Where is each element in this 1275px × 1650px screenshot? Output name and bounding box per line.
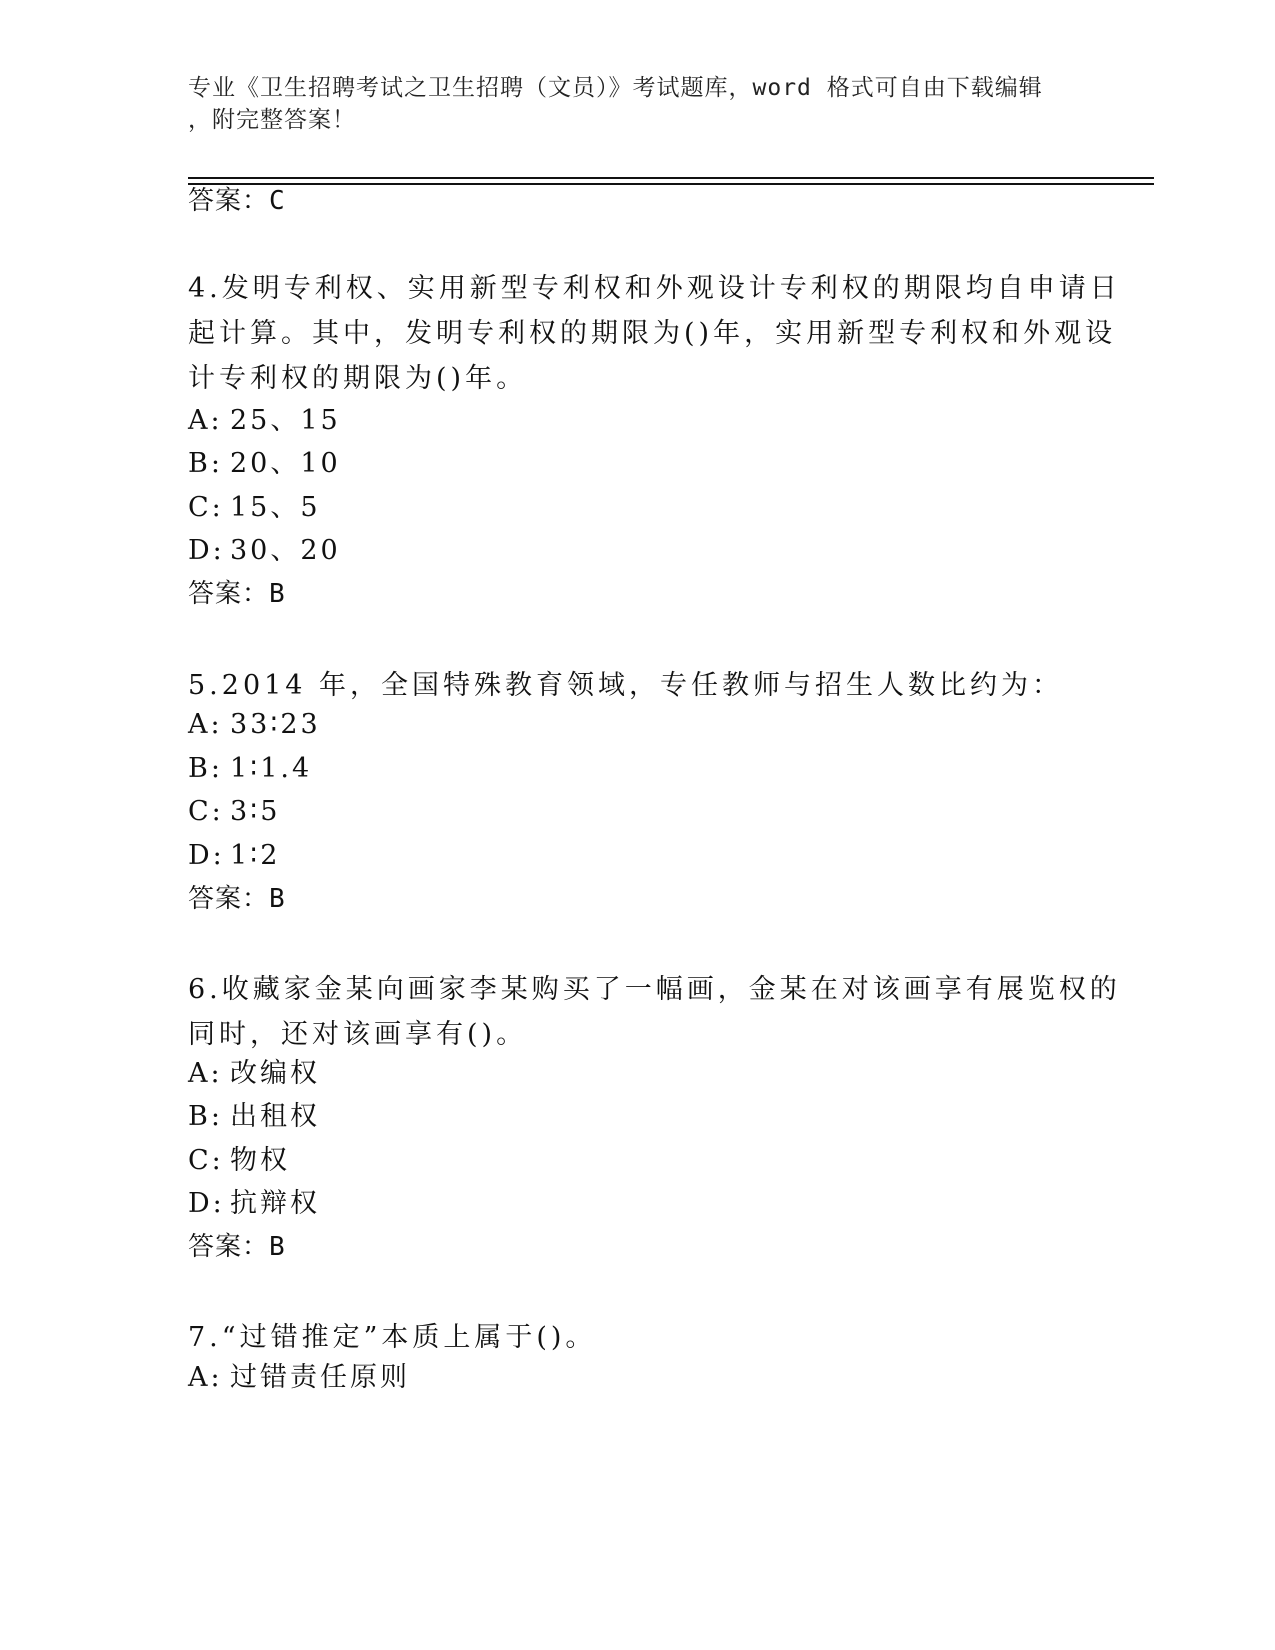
question-4-line: 4.发明专利权、实用新型专利权和外观设计专利权的期限均自申请日 bbox=[188, 273, 1121, 304]
answer-q6: 答案：B bbox=[188, 1232, 286, 1262]
option-text: 改编权 bbox=[230, 1058, 320, 1089]
option-label: C: bbox=[188, 796, 224, 827]
question-4-line: 计专利权的期限为()年。 bbox=[188, 363, 528, 394]
answer-q5: 答案：B bbox=[188, 884, 286, 914]
question-6-line: 同时，还对该画享有()。 bbox=[188, 1019, 528, 1050]
question-6-option-d bbox=[188, 1187, 320, 1221]
option-text: 15、5 bbox=[230, 492, 321, 523]
option-label: D: bbox=[188, 1188, 225, 1219]
question-4-option-c bbox=[188, 491, 321, 525]
option-text: 30、20 bbox=[230, 535, 341, 566]
question-5-line: 5.2014 年，全国特殊教育领域，专任教师与招生人数比约为： bbox=[188, 670, 1064, 701]
question-7-option-a bbox=[188, 1361, 410, 1395]
option-label: C: bbox=[188, 492, 224, 523]
option-label: A: bbox=[188, 709, 223, 740]
header-line-2: ，附完整答案！ bbox=[188, 107, 356, 133]
question-4-text bbox=[188, 266, 1121, 401]
option-text: 物权 bbox=[230, 1145, 290, 1176]
option-label: A: bbox=[188, 405, 223, 436]
question-4-option-a bbox=[188, 404, 341, 438]
option-text: 33∶23 bbox=[230, 709, 321, 740]
question-4-line: 起计算。其中，发明专利权的期限为()年，实用新型专利权和外观设 bbox=[188, 318, 1117, 349]
question-4-option-d bbox=[188, 534, 341, 568]
answer-q4: 答案：B bbox=[188, 579, 286, 609]
header-divider-bottom bbox=[188, 183, 1154, 185]
question-7-line: 7.“过错推定”本质上属于()。 bbox=[188, 1322, 597, 1353]
option-label: D: bbox=[188, 535, 225, 566]
answer-q3: 答案：C bbox=[188, 186, 286, 216]
option-label: A: bbox=[188, 1362, 223, 1393]
question-6-option-a bbox=[188, 1057, 320, 1091]
question-6-line: 6.收藏家金某向画家李某购买了一幅画，金某在对该画享有展览权的 bbox=[188, 974, 1121, 1005]
header-line-1: 专业《卫生招聘考试之卫生招聘（文员）》考试题库，word 格式可自由下载编辑 bbox=[188, 75, 1043, 101]
question-5-option-a bbox=[188, 708, 321, 742]
option-label: D: bbox=[188, 840, 225, 871]
question-5-option-d bbox=[188, 839, 280, 873]
question-4-option-b bbox=[188, 447, 341, 481]
question-6-text bbox=[188, 967, 1121, 1057]
page-header bbox=[188, 72, 1068, 136]
option-label: B: bbox=[188, 1101, 223, 1132]
question-6-option-b bbox=[188, 1100, 320, 1134]
question-5-text bbox=[188, 663, 1068, 708]
header-divider-top bbox=[188, 177, 1154, 179]
option-text: 过错责任原则 bbox=[230, 1362, 410, 1393]
question-5-option-c bbox=[188, 795, 280, 829]
question-6-option-c bbox=[188, 1144, 290, 1178]
option-text: 抗辩权 bbox=[230, 1188, 320, 1219]
option-text: 1∶2 bbox=[230, 840, 281, 871]
option-label: B: bbox=[188, 448, 223, 479]
option-text: 1∶1.4 bbox=[230, 753, 313, 784]
question-5-option-b bbox=[188, 752, 312, 786]
option-label: B: bbox=[188, 753, 223, 784]
option-text: 3∶5 bbox=[230, 796, 281, 827]
option-text: 20、10 bbox=[230, 448, 341, 479]
option-text: 出租权 bbox=[230, 1101, 320, 1132]
option-label: A: bbox=[188, 1058, 223, 1089]
option-label: C: bbox=[188, 1145, 224, 1176]
option-text: 25、15 bbox=[230, 405, 341, 436]
question-7-text bbox=[188, 1315, 1068, 1360]
